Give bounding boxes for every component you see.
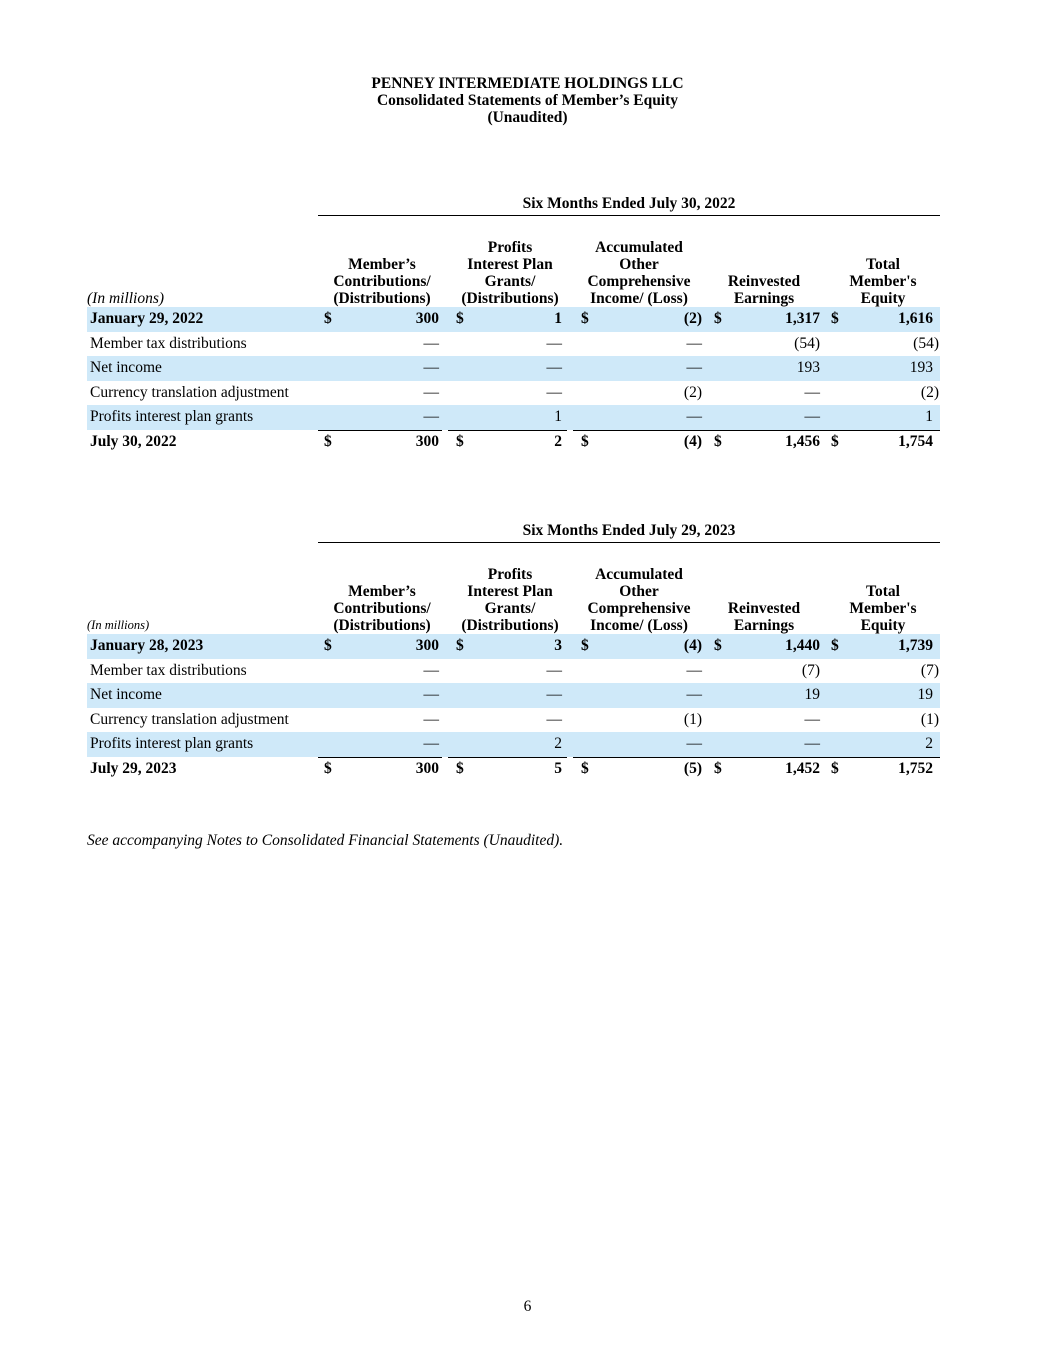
cell-reinvested-earnings: — bbox=[804, 408, 820, 425]
cell-total-equity: 193 bbox=[909, 359, 933, 376]
cell-contributions: — bbox=[423, 359, 439, 376]
cell-profits-interest: 1 bbox=[554, 310, 562, 327]
dollar-sign: $ bbox=[714, 310, 722, 327]
company-name: PENNEY INTERMEDIATE HOLDINGS LLC bbox=[371, 75, 684, 92]
cell-total-equity: 1 bbox=[925, 408, 933, 425]
table-row bbox=[87, 634, 940, 659]
dollar-sign: $ bbox=[324, 637, 332, 654]
cell-profits-interest: 2 bbox=[554, 432, 562, 450]
cell-aoci: — bbox=[686, 661, 702, 679]
column-header-profits-interest: Profits Interest Plan Grants/ (Distributions) bbox=[461, 566, 559, 634]
cell-reinvested-earnings: — bbox=[804, 735, 820, 752]
row-label: Currency translation adjustment bbox=[90, 710, 289, 728]
dollar-sign: $ bbox=[714, 637, 722, 654]
cell-total-equity: 1,739 bbox=[898, 637, 933, 654]
total-rule-top bbox=[825, 757, 940, 758]
total-rule-top bbox=[707, 430, 825, 431]
table-row bbox=[87, 430, 940, 455]
cell-aoci: — bbox=[686, 408, 702, 425]
dollar-sign: $ bbox=[831, 310, 839, 327]
dollar-sign: $ bbox=[581, 432, 589, 450]
cell-contributions: 300 bbox=[415, 432, 439, 450]
cell-reinvested-earnings: (54) bbox=[794, 334, 820, 352]
dollar-sign: $ bbox=[714, 759, 722, 777]
footnote: See accompanying Notes to Consolidated Financial Statements (Unaudited). bbox=[87, 832, 564, 849]
cell-aoci: — bbox=[686, 359, 702, 376]
cell-reinvested-earnings: 1,317 bbox=[785, 310, 820, 327]
row-label: Member tax distributions bbox=[90, 334, 247, 352]
cell-aoci: — bbox=[686, 686, 702, 703]
cell-aoci: (1) bbox=[683, 710, 702, 728]
units-label: (In millions) bbox=[87, 290, 165, 307]
cell-reinvested-earnings: — bbox=[804, 383, 820, 401]
row-label: July 30, 2022 bbox=[90, 432, 177, 450]
cell-profits-interest: — bbox=[546, 710, 562, 728]
statement-header bbox=[0, 75, 1055, 126]
cell-reinvested-earnings: — bbox=[804, 710, 820, 728]
cell-profits-interest: — bbox=[546, 661, 562, 679]
cell-aoci: — bbox=[686, 735, 702, 752]
cell-contributions: 300 bbox=[415, 310, 439, 327]
dollar-sign: $ bbox=[714, 432, 722, 450]
total-rule-top bbox=[825, 430, 940, 431]
column-header-total-equity: Total Member's Equity bbox=[849, 256, 917, 307]
cell-total-equity: (7) bbox=[920, 661, 939, 679]
period-heading: Six Months Ended July 29, 2023 bbox=[318, 520, 940, 543]
dollar-sign: $ bbox=[456, 759, 464, 777]
row-label: Profits interest plan grants bbox=[90, 735, 254, 752]
cell-total-equity: (54) bbox=[913, 334, 939, 352]
cell-contributions: 300 bbox=[415, 637, 439, 654]
row-label: Profits interest plan grants bbox=[90, 408, 254, 425]
cell-total-equity: 2 bbox=[925, 735, 933, 752]
cell-contributions: — bbox=[423, 686, 439, 703]
cell-profits-interest: — bbox=[546, 334, 562, 352]
total-rule-top bbox=[448, 430, 567, 431]
cell-contributions: — bbox=[423, 383, 439, 401]
cell-total-equity: 1,752 bbox=[898, 759, 933, 777]
cell-reinvested-earnings: 1,440 bbox=[785, 637, 820, 654]
table-row bbox=[87, 405, 940, 430]
cell-total-equity: 19 bbox=[917, 686, 933, 703]
cell-total-equity: (2) bbox=[920, 383, 939, 401]
table-body bbox=[87, 307, 940, 454]
cell-contributions: — bbox=[423, 408, 439, 425]
dollar-sign: $ bbox=[324, 432, 332, 450]
cell-profits-interest: — bbox=[546, 383, 562, 401]
column-headers bbox=[87, 217, 940, 307]
cell-contributions: — bbox=[423, 735, 439, 752]
cell-reinvested-earnings: 1,456 bbox=[785, 432, 820, 450]
total-rule-top bbox=[707, 757, 825, 758]
cell-profits-interest: 1 bbox=[554, 408, 562, 425]
column-header-reinvested-earnings: Reinvested Earnings bbox=[727, 600, 801, 634]
units-label: (In millions) bbox=[87, 618, 150, 632]
dollar-sign: $ bbox=[324, 759, 332, 777]
table-row bbox=[87, 659, 940, 684]
cell-profits-interest: 5 bbox=[554, 759, 562, 777]
dollar-sign: $ bbox=[831, 637, 839, 654]
cell-reinvested-earnings: 19 bbox=[804, 686, 820, 703]
column-header-aoci: Accumulated Other Comprehensive Income/ (Loss) bbox=[587, 566, 691, 634]
cell-reinvested-earnings: (7) bbox=[801, 661, 820, 679]
dollar-sign: $ bbox=[831, 759, 839, 777]
row-label: Net income bbox=[90, 359, 162, 376]
dollar-sign: $ bbox=[581, 637, 589, 654]
dollar-sign: $ bbox=[581, 759, 589, 777]
row-label: January 29, 2022 bbox=[90, 310, 204, 327]
cell-contributions: — bbox=[423, 334, 439, 352]
dollar-sign: $ bbox=[456, 637, 464, 654]
table-row bbox=[87, 732, 940, 757]
table-row bbox=[87, 757, 940, 782]
table-row bbox=[87, 332, 940, 357]
period-heading: Six Months Ended July 30, 2022 bbox=[318, 193, 940, 216]
cell-reinvested-earnings: 1,452 bbox=[785, 759, 820, 777]
cell-reinvested-earnings: 193 bbox=[796, 359, 820, 376]
dollar-sign: $ bbox=[456, 432, 464, 450]
cell-contributions: 300 bbox=[415, 759, 439, 777]
column-header-aoci: Accumulated Other Comprehensive Income/ (Loss) bbox=[587, 239, 691, 307]
table-body bbox=[87, 634, 940, 781]
table-row bbox=[87, 381, 940, 406]
cell-aoci: (2) bbox=[683, 383, 702, 401]
row-label: Net income bbox=[90, 686, 162, 703]
column-header-profits-interest: Profits Interest Plan Grants/ (Distributions) bbox=[461, 239, 559, 307]
page-number: 6 bbox=[523, 1298, 532, 1315]
row-label: January 28, 2023 bbox=[90, 637, 204, 654]
cell-aoci: (4) bbox=[683, 637, 702, 654]
total-rule-top bbox=[448, 757, 567, 758]
statement-subtitle: (Unaudited) bbox=[487, 109, 568, 126]
cell-profits-interest: 2 bbox=[554, 735, 562, 752]
cell-profits-interest: 3 bbox=[554, 637, 562, 654]
row-label: Currency translation adjustment bbox=[90, 383, 289, 401]
cell-contributions: — bbox=[423, 710, 439, 728]
statement-title: Consolidated Statements of Member’s Equity bbox=[376, 92, 679, 109]
cell-aoci: (4) bbox=[683, 432, 702, 450]
cell-total-equity: 1,754 bbox=[898, 432, 933, 450]
column-headers bbox=[87, 544, 940, 634]
row-label: July 29, 2023 bbox=[90, 759, 177, 777]
cell-aoci: — bbox=[686, 334, 702, 352]
table-row bbox=[87, 683, 940, 708]
table-row bbox=[87, 356, 940, 381]
cell-profits-interest: — bbox=[546, 359, 562, 376]
column-header-total-equity: Total Member's Equity bbox=[849, 583, 917, 634]
total-rule-top bbox=[573, 430, 707, 431]
column-header-contributions: Member’s Contributions/ (Distributions) bbox=[333, 583, 431, 634]
total-rule-top bbox=[318, 430, 442, 431]
dollar-sign: $ bbox=[324, 310, 332, 327]
dollar-sign: $ bbox=[831, 432, 839, 450]
cell-total-equity: (1) bbox=[920, 710, 939, 728]
column-header-reinvested-earnings: Reinvested Earnings bbox=[727, 273, 801, 307]
cell-aoci: (5) bbox=[683, 759, 702, 777]
dollar-sign: $ bbox=[581, 310, 589, 327]
cell-profits-interest: — bbox=[546, 686, 562, 703]
column-header-contributions: Member’s Contributions/ (Distributions) bbox=[333, 256, 431, 307]
row-label: Member tax distributions bbox=[90, 661, 247, 679]
table-row bbox=[87, 708, 940, 733]
total-rule-top bbox=[573, 757, 707, 758]
cell-aoci: (2) bbox=[683, 310, 702, 327]
cell-total-equity: 1,616 bbox=[898, 310, 933, 327]
table-row bbox=[87, 307, 940, 332]
dollar-sign: $ bbox=[456, 310, 464, 327]
total-rule-top bbox=[318, 757, 442, 758]
cell-contributions: — bbox=[423, 661, 439, 679]
